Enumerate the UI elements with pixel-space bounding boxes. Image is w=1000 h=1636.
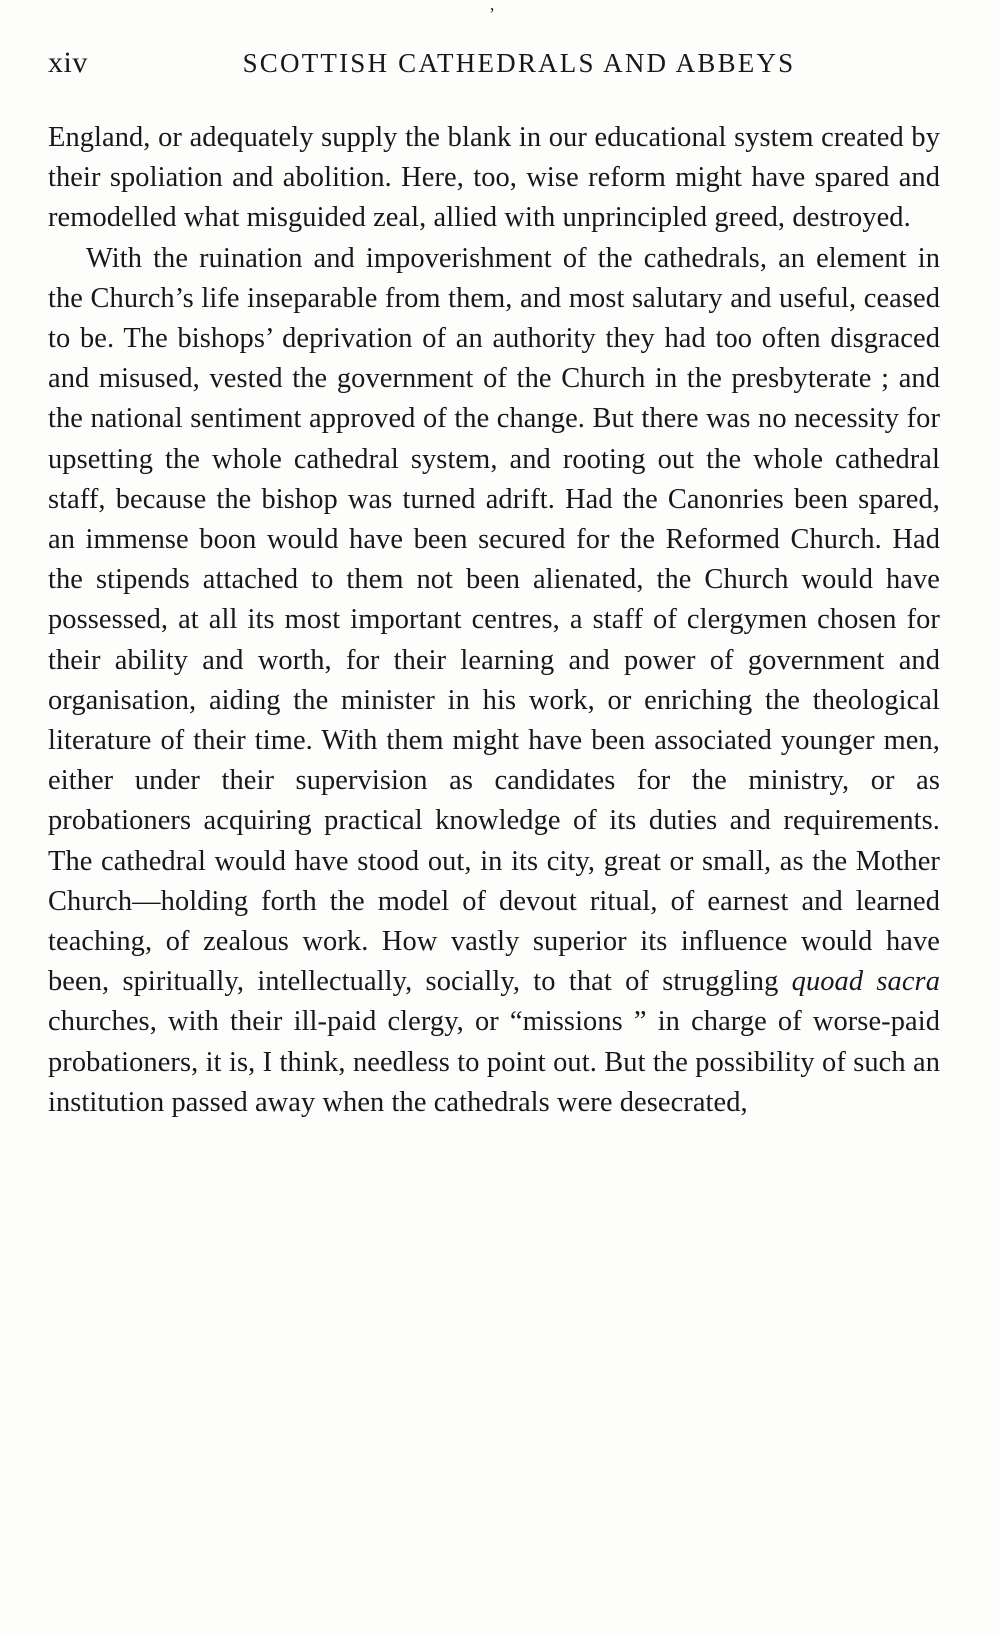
running-head xyxy=(48,46,940,88)
running-head-title: SCOTTISH CATHEDRALS AND ABBEYS xyxy=(242,48,796,78)
paragraph-2: With the ruination and impoverishment of the cathedrals, an element in the Church’s life inseparable from them, and most salutary and useful, ceased to be. The bishops’ deprivation of an authority they had too often disgraced and misused, vested the government of the Church in the presbyterate ; and the national sentiment approved of the change. But there was no necessity for upsetting the whole cathedral system, and rooting out the whole cathedral staff, because the bishop was turned adrift. Had the Canonries been spared, an immense boon would have been secured for the Reformed Church. Had the stipends attached to them not been alienated, the Church would have possessed, at all its most important centres, a staff of clergymen chosen for their ability and worth, for their learning and power of government and organisation, aiding the minister in his work, or enriching the theological literature of their time. With them might have been associated younger men, either under their supervision as candidates for the ministry, or as probationers acquiring practical knowledge of its duties and requirements. The cathedral would have stood out, in its city, great or small, as the Mother Church—holding forth the model of devout ritual, of earnest and learned teaching, of zealous work. How vastly superior its influence would have been, spiritually, intellectually, socially, to that of struggling quoad sacra churches, with their ill-paid clergy, or “missions ” in charge of worse-paid probationers, it is, I think, needless to point out. But the possibility of such an institution passed away when the cathedrals were desecrated, xyxy=(48,242,940,1118)
italic-phrase: quoad sacra xyxy=(791,966,940,998)
paragraph-1: England, or adequately supply the blank in our educational system created by their spoliation and abolition. Here, too, wise reform might have spared and remodelled what misguided zeal, allied with unprincipled greed, destroyed. xyxy=(48,122,940,234)
page-top-mark: ’ xyxy=(489,4,495,24)
page-body xyxy=(48,118,940,1123)
page-folio: xiv xyxy=(48,46,88,79)
